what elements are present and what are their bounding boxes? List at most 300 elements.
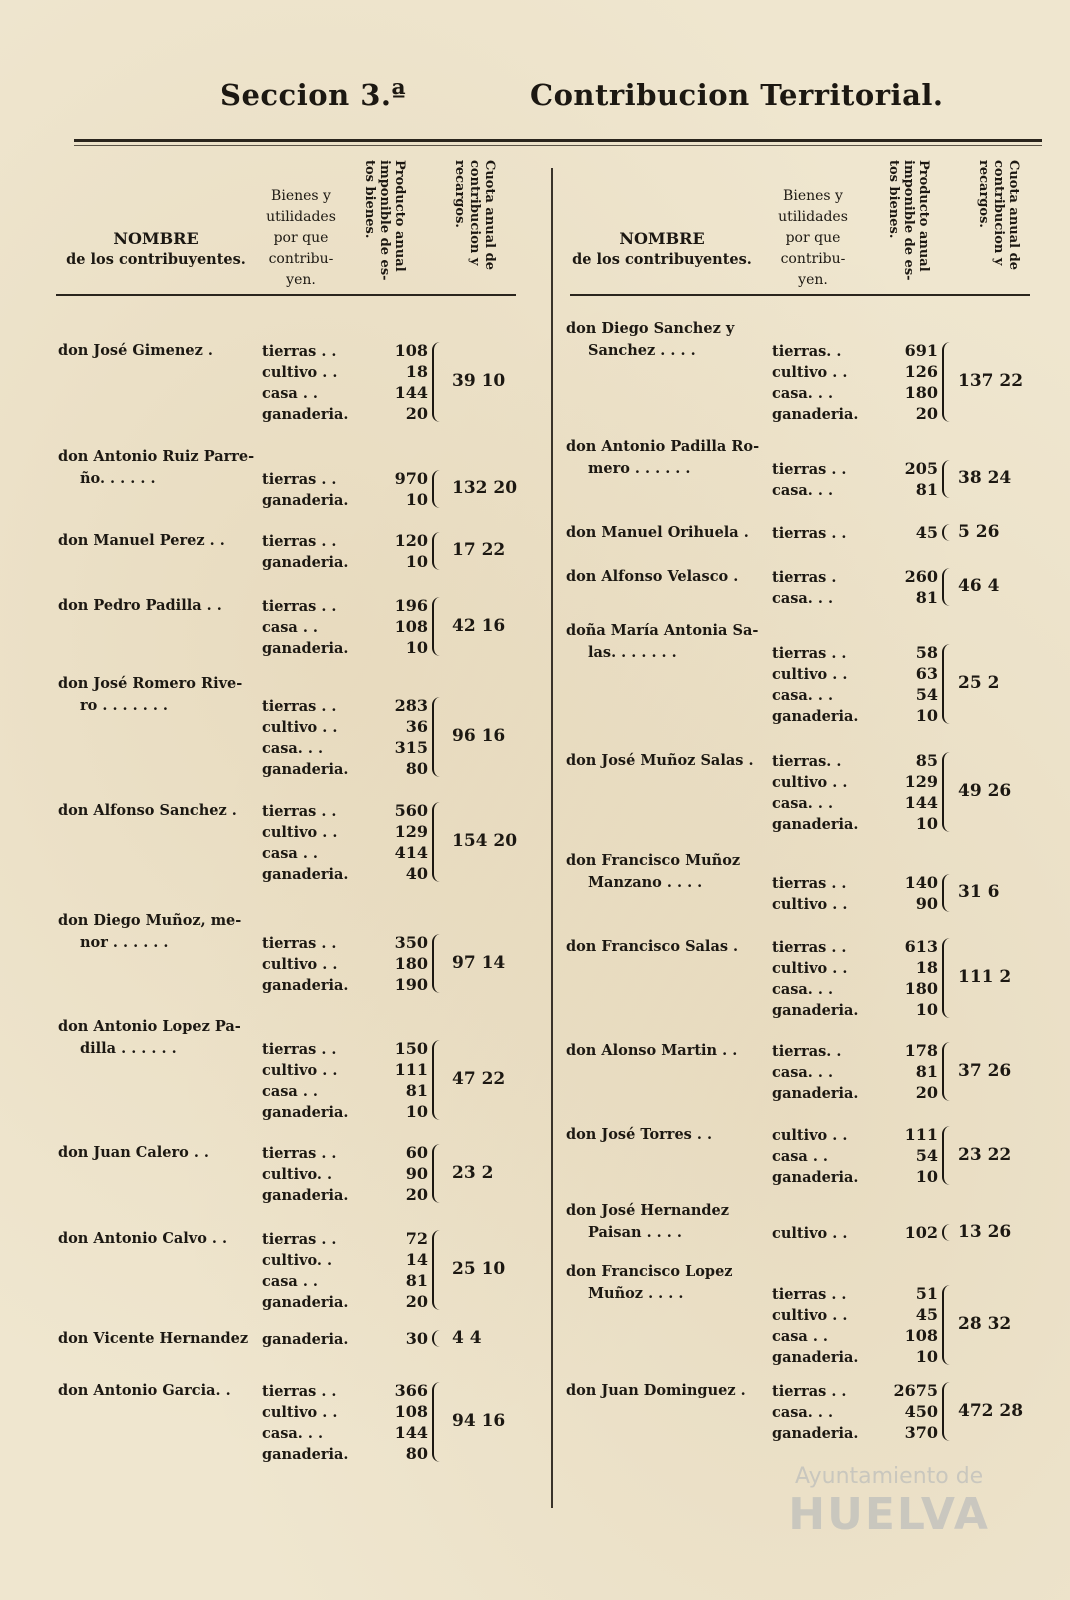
product-value: 108 (394, 617, 428, 636)
contributor-name: don Diego Muñoz, me- (58, 912, 242, 929)
property-row (772, 999, 938, 1022)
grouping-brace (942, 568, 952, 606)
property-label: tierras . . (772, 1383, 847, 1400)
property-row (262, 695, 428, 718)
property-row (262, 382, 428, 405)
product-value: 20 (405, 1292, 428, 1311)
contributor-name: Sanchez . . . . (588, 342, 696, 359)
property-row (262, 637, 428, 660)
product-value: 10 (915, 1000, 938, 1019)
left-producto-header: Producto anual imponible de es-tos bienes. (362, 160, 407, 281)
property-row (262, 1142, 428, 1165)
product-value: 18 (405, 362, 428, 381)
product-value: 150 (394, 1039, 428, 1058)
contributor-name: don Alfonso Sanchez . (58, 802, 237, 819)
product-value: 20 (405, 404, 428, 423)
property-row (772, 642, 938, 665)
property-row (772, 1124, 938, 1147)
contributor-name: don Antonio Padilla Ro- (566, 438, 760, 455)
property-row (262, 716, 428, 739)
product-value: 40 (405, 864, 428, 883)
product-value: 2675 (893, 1381, 938, 1400)
property-label: tierras . . (262, 1231, 337, 1248)
property-label: tierras . . (262, 803, 337, 820)
property-row (262, 468, 428, 491)
section-title: Seccion 3.ª (220, 78, 407, 112)
property-row (772, 1380, 938, 1403)
product-value: 10 (915, 1347, 938, 1366)
property-row (772, 750, 938, 773)
property-label: cultivo. . (262, 1252, 333, 1269)
contributor-name: mero . . . . . . (588, 460, 691, 477)
grouping-brace (942, 342, 952, 422)
product-value: 140 (904, 873, 938, 892)
property-label: casa . . (772, 1328, 828, 1345)
property-row (772, 978, 938, 1001)
quota-value: 38 24 (958, 468, 1012, 488)
product-value: 126 (904, 362, 938, 381)
grouping-brace (942, 460, 952, 498)
property-row (772, 1040, 938, 1063)
property-label: cultivo . . (262, 1062, 338, 1079)
grouping-brace (942, 1126, 952, 1185)
property-label: casa. . . (772, 687, 834, 704)
property-label: casa. . . (772, 590, 834, 607)
property-row (772, 479, 938, 502)
property-label: ganaderia. (772, 1349, 859, 1366)
property-label: cultivo . . (772, 774, 848, 791)
product-value: 90 (405, 1164, 428, 1183)
quota-value: 47 22 (452, 1069, 506, 1089)
quota-value: 25 2 (958, 673, 1000, 693)
product-value: 108 (904, 1326, 938, 1345)
property-row (262, 1270, 428, 1293)
product-value: 350 (394, 933, 428, 952)
property-label: cultivo . . (262, 824, 338, 841)
contributor-name: don Juan Calero . . (58, 1144, 209, 1161)
property-row (772, 1145, 938, 1168)
product-value: 144 (904, 793, 938, 812)
property-row (262, 616, 428, 639)
page-title: Contribucion Territorial. (530, 78, 944, 112)
quota-value: 13 26 (958, 1221, 1012, 1242)
product-value: 144 (394, 383, 428, 402)
product-value: 129 (394, 822, 428, 841)
property-row (772, 340, 938, 363)
contributor-name: don José Gimenez . (58, 342, 213, 359)
property-label: ganaderia. (262, 492, 349, 509)
product-value: 450 (904, 1402, 938, 1421)
product-value: 10 (405, 552, 428, 571)
quota-value: 472 28 (958, 1400, 1024, 1421)
property-row (772, 382, 938, 405)
product-value: 144 (394, 1423, 428, 1442)
property-row (772, 957, 938, 980)
property-row (262, 1038, 428, 1061)
right-name-header: NOMBRE de los contribuyentes. (572, 229, 752, 268)
property-row (262, 1184, 428, 1207)
contributor-name: ro . . . . . . . (80, 697, 168, 714)
contributor-name: ño. . . . . . (80, 470, 156, 487)
product-value: 414 (394, 843, 428, 862)
property-row (262, 1249, 428, 1272)
grouping-brace (432, 532, 442, 570)
contributor-name: don Diego Sanchez y (566, 320, 735, 337)
product-value: 54 (915, 1146, 938, 1165)
product-value: 81 (915, 1062, 938, 1081)
grouping-brace (942, 1285, 952, 1365)
product-value: 315 (394, 738, 428, 757)
product-value: 45 (915, 523, 938, 542)
property-label: tierras. . (772, 1043, 842, 1060)
quota-value: 4 4 (452, 1327, 482, 1348)
property-label: casa . . (262, 385, 318, 402)
property-label: ganaderia. (262, 1331, 349, 1348)
property-row (772, 1401, 938, 1424)
property-label: tierras. . (772, 343, 842, 360)
property-label: casa. . . (772, 1064, 834, 1081)
product-value: 51 (915, 1284, 938, 1303)
left-name-header: NOMBRE de los contribuyentes. (66, 229, 246, 268)
product-value: 108 (394, 1402, 428, 1421)
contributor-name: don Francisco Lopez (566, 1263, 733, 1280)
product-value: 20 (915, 1083, 938, 1102)
property-label: cultivo. . (262, 1166, 333, 1183)
property-label: cultivo . . (772, 1127, 848, 1144)
product-value: 80 (405, 759, 428, 778)
product-value: 10 (915, 1167, 938, 1186)
grouping-brace (432, 802, 442, 882)
property-label: ganaderia. (772, 816, 859, 833)
product-value: 81 (915, 480, 938, 499)
property-row (262, 1101, 428, 1124)
property-label: tierras . . (772, 525, 847, 542)
quota-value: 49 26 (958, 781, 1012, 801)
product-value: 10 (405, 1102, 428, 1121)
product-value: 20 (915, 404, 938, 423)
property-row (772, 1283, 938, 1306)
contributor-name: don Manuel Orihuela . (566, 524, 749, 541)
product-value: 970 (394, 469, 428, 488)
property-row (262, 842, 428, 865)
property-label: ganaderia. (262, 977, 349, 994)
contributor-name: nor . . . . . . (80, 934, 169, 951)
left-cuota-header: Cuota anual de contribucion y recargos. (452, 160, 497, 270)
contributor-name: don Antonio Garcia. . (58, 1382, 231, 1399)
property-row (772, 458, 938, 481)
grouping-brace (942, 1224, 952, 1241)
contributor-name: doña María Antonia Sa- (566, 622, 759, 639)
property-row (262, 403, 428, 426)
property-label: cultivo . . (772, 666, 848, 683)
property-label: ganaderia. (262, 406, 349, 423)
property-label: tierras . . (772, 461, 847, 478)
product-value: 366 (394, 1381, 428, 1400)
property-row (262, 530, 428, 553)
product-value: 180 (904, 383, 938, 402)
grouping-brace (432, 470, 442, 508)
property-row (772, 1304, 938, 1327)
quota-value: 97 14 (452, 952, 506, 973)
contributor-name: don Alfonso Velasco . (566, 568, 739, 585)
property-row (262, 974, 428, 997)
property-label: casa. . . (772, 385, 834, 402)
property-label: tierras . . (772, 939, 847, 956)
property-label: ganaderia. (262, 640, 349, 657)
contributor-name: Muñoz . . . . (588, 1285, 684, 1302)
property-label: casa. . . (772, 795, 834, 812)
contributor-name: don Manuel Perez . . (58, 532, 225, 549)
right-cuota-header: Cuota anual de contribucion y recargos. (976, 160, 1021, 270)
product-value: 560 (394, 801, 428, 820)
property-row (772, 566, 938, 589)
property-row (262, 1380, 428, 1403)
property-row (262, 821, 428, 844)
top-rule-thin (74, 145, 1042, 146)
property-label: ganaderia. (262, 1104, 349, 1121)
property-label: casa . . (262, 1273, 318, 1290)
property-row (262, 551, 428, 574)
property-label: ganaderia. (262, 1446, 349, 1463)
property-row (262, 758, 428, 781)
product-value: 18 (915, 958, 938, 977)
product-value: 63 (915, 664, 938, 683)
property-row (772, 1061, 938, 1084)
quota-value: 94 16 (452, 1411, 506, 1431)
grouping-brace (942, 752, 952, 832)
contributor-name: don Antonio Calvo . . (58, 1230, 228, 1247)
property-row (262, 1228, 428, 1251)
property-row (262, 800, 428, 823)
property-label: tierras . . (262, 1383, 337, 1400)
property-label: tierras . (772, 569, 837, 586)
property-row (262, 595, 428, 618)
product-value: 129 (904, 772, 938, 791)
property-label: tierras . . (262, 471, 337, 488)
quota-value: 17 22 (452, 540, 506, 560)
property-row (772, 1082, 938, 1105)
property-row (772, 1346, 938, 1369)
property-label: ganaderia. (262, 1187, 349, 1204)
property-row (262, 1163, 428, 1186)
grouping-brace (432, 1040, 442, 1120)
property-row (772, 705, 938, 728)
property-label: tierras . . (772, 875, 847, 892)
property-label: tierras . . (262, 935, 337, 952)
quota-value: 37 26 (958, 1060, 1012, 1081)
product-value: 180 (394, 954, 428, 973)
property-row (262, 737, 428, 760)
contributor-name: don Alonso Martin . . (566, 1042, 738, 1059)
quota-value: 31 6 (958, 882, 1000, 902)
grouping-brace (432, 1382, 442, 1462)
property-label: cultivo . . (772, 960, 848, 977)
property-row (262, 1080, 428, 1103)
product-value: 30 (405, 1329, 428, 1348)
grouping-brace (432, 597, 442, 656)
property-row (262, 361, 428, 384)
contributor-name: Manzano . . . . (588, 874, 703, 891)
property-label: tierras . . (772, 1286, 847, 1303)
property-label: ganaderia. (262, 554, 349, 571)
product-value: 111 (904, 1125, 938, 1144)
contributor-name: don José Hernandez (566, 1202, 730, 1219)
quota-value: 23 2 (452, 1162, 494, 1183)
property-row (772, 1222, 938, 1245)
right-bienes-header: Bienes y utilidades por que contribu- yen. (778, 188, 848, 288)
quota-value: 42 16 (452, 615, 506, 636)
grouping-brace (432, 1144, 442, 1203)
product-value: 36 (405, 717, 428, 736)
property-row (262, 489, 428, 512)
property-row (772, 403, 938, 426)
grouping-brace (432, 697, 442, 777)
property-row (772, 522, 938, 545)
column-divider (551, 168, 553, 1508)
contributor-name: don Antonio Ruiz Parre- (58, 448, 255, 465)
property-label: casa. . . (772, 482, 834, 499)
product-value: 190 (394, 975, 428, 994)
product-value: 14 (405, 1250, 428, 1269)
property-label: ganaderia. (772, 1425, 859, 1442)
property-label: tierras . . (262, 598, 337, 615)
quota-value: 46 4 (958, 576, 1000, 596)
property-row (772, 771, 938, 794)
contributor-name: dilla . . . . . . (80, 1040, 177, 1057)
property-label: ganaderia. (772, 1085, 859, 1102)
grouping-brace (942, 874, 952, 912)
property-row (262, 1401, 428, 1424)
product-value: 80 (405, 1444, 428, 1463)
property-label: ganaderia. (772, 708, 859, 725)
property-row (262, 1059, 428, 1082)
product-value: 45 (915, 1305, 938, 1324)
property-label: ganaderia. (772, 1169, 859, 1186)
grouping-brace (942, 1382, 952, 1441)
quota-value: 23 22 (958, 1144, 1012, 1165)
property-label: casa . . (262, 1083, 318, 1100)
property-label: casa. . . (772, 1404, 834, 1421)
product-value: 10 (915, 706, 938, 725)
product-value: 81 (915, 588, 938, 607)
contributor-name: don Juan Dominguez . (566, 1382, 746, 1399)
product-value: 60 (405, 1143, 428, 1162)
property-row (772, 872, 938, 895)
grouping-brace (942, 1042, 952, 1101)
product-value: 111 (394, 1060, 428, 1079)
property-label: tierras . . (772, 645, 847, 662)
property-label: tierras. . (772, 753, 842, 770)
property-label: tierras . . (262, 533, 337, 550)
product-value: 196 (394, 596, 428, 615)
quota-value: 154 20 (452, 831, 518, 851)
property-label: casa. . . (772, 981, 834, 998)
quota-value: 137 22 (958, 371, 1024, 391)
property-label: ganaderia. (262, 866, 349, 883)
property-label: cultivo . . (262, 364, 338, 381)
product-value: 85 (915, 751, 938, 770)
property-row (772, 893, 938, 916)
property-label: tierras . . (262, 1041, 337, 1058)
property-row (772, 587, 938, 610)
product-value: 58 (915, 643, 938, 662)
contributor-name: don Francisco Salas . (566, 938, 739, 955)
product-value: 20 (405, 1185, 428, 1204)
property-row (772, 936, 938, 959)
property-row (262, 340, 428, 363)
property-label: ganaderia. (772, 1002, 859, 1019)
property-row (262, 1422, 428, 1445)
product-value: 120 (394, 531, 428, 550)
product-value: 72 (405, 1229, 428, 1248)
top-rule (74, 139, 1042, 142)
left-header-rule (56, 294, 516, 296)
product-value: 10 (915, 814, 938, 833)
property-label: tierras . . (262, 343, 337, 360)
right-producto-header: Producto anual imponible de es-tos bienes. (886, 160, 931, 281)
property-row (772, 813, 938, 836)
property-label: cultivo . . (262, 956, 338, 973)
property-label: casa . . (262, 845, 318, 862)
product-value: 205 (904, 459, 938, 478)
property-label: cultivo . . (772, 1225, 848, 1242)
quota-value: 96 16 (452, 726, 506, 746)
property-row (772, 361, 938, 384)
quota-value: 25 10 (452, 1259, 506, 1279)
grouping-brace (432, 934, 442, 993)
property-row (772, 663, 938, 686)
property-label: cultivo . . (772, 1307, 848, 1324)
product-value: 54 (915, 685, 938, 704)
watermark-logo: Ayuntamiento de HUELVA (788, 1464, 990, 1540)
left-bienes-header: Bienes y utilidades por que contribu- yen. (266, 188, 336, 288)
property-label: casa. . . (262, 740, 324, 757)
right-header-rule (570, 294, 1030, 296)
product-value: 81 (405, 1081, 428, 1100)
contributor-name: don Pedro Padilla . . (58, 597, 222, 614)
property-row (262, 1291, 428, 1314)
product-value: 283 (394, 696, 428, 715)
quota-value: 39 10 (452, 371, 506, 391)
contributor-name: don José Torres . . (566, 1126, 713, 1143)
contributor-name: don Antonio Lopez Pa- (58, 1018, 241, 1035)
property-row (262, 953, 428, 976)
product-value: 260 (904, 567, 938, 586)
property-row (772, 792, 938, 815)
property-label: cultivo . . (262, 719, 338, 736)
property-label: casa . . (262, 619, 318, 636)
property-label: casa. . . (262, 1425, 324, 1442)
contributor-name: Paisan . . . . (588, 1224, 682, 1241)
product-value: 10 (405, 490, 428, 509)
grouping-brace (942, 644, 952, 724)
quota-value: 111 2 (958, 967, 1012, 987)
grouping-brace (432, 342, 442, 422)
property-label: ganaderia. (772, 406, 859, 423)
contributor-name: don José Romero Rive- (58, 675, 243, 692)
property-row (262, 1443, 428, 1466)
grouping-brace (942, 524, 952, 541)
property-row (772, 1166, 938, 1189)
contributor-name: don Vicente Hernandez (58, 1330, 249, 1347)
property-label: tierras . . (262, 698, 337, 715)
product-value: 613 (904, 937, 938, 956)
property-label: cultivo . . (772, 896, 848, 913)
grouping-brace (942, 938, 952, 1018)
property-row (262, 932, 428, 955)
product-value: 178 (904, 1041, 938, 1060)
contributor-name: las. . . . . . . (588, 644, 677, 661)
